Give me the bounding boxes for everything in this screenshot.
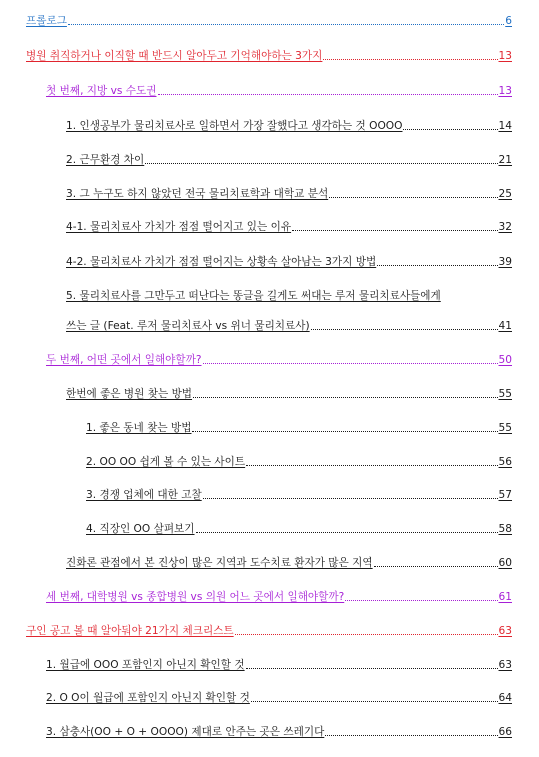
dot-leader [403,129,497,130]
toc-entry-section-1[interactable] [46,84,512,98]
toc-entry-item[interactable] [66,153,512,167]
toc-entry-item[interactable] [66,556,512,570]
toc-entry-item[interactable] [46,658,512,672]
toc-entry-label: 5. 물리치료사를 그만두고 떠난다는 똥글을 길게도 써대는 루저 물리치료사들에게 [66,290,441,302]
toc-entry-subitem[interactable] [86,455,512,469]
toc-entry-label: 3. 그 누구도 하지 않았던 전국 물리치료학과 대학교 분석 [66,188,329,200]
dot-leader [246,668,498,669]
toc-entry-label: 프롤로그 [26,15,67,27]
toc-page-number: 41 [498,320,512,332]
toc-entry-label: 병원 취직하거나 이직할 때 반드시 알아두고 기억해야하는 3가지 [26,50,323,62]
toc-page-number: 55 [498,422,512,434]
toc-page-number: 63 [498,659,512,671]
dot-leader [345,600,497,601]
dot-leader [246,465,497,466]
dot-leader [325,735,497,736]
toc-entry-label: 2. OO OO 쉽게 볼 수 있는 사이트 [86,456,246,468]
toc-page-number: 32 [498,221,512,233]
toc-page-number: 64 [498,692,512,704]
dot-leader [203,363,498,364]
toc-entry-label: 두 번째, 어떤 곳에서 일해야할까? [46,354,202,366]
toc-page-number: 66 [498,726,512,738]
toc-entry-chapter-2[interactable] [26,624,512,638]
toc-entry-item[interactable] [66,187,512,201]
dot-leader [374,566,498,567]
toc-entry-label: 4-1. 물리치료사 가치가 점점 떨어지고 있는 이유 [66,221,292,233]
toc-page-number: 6 [505,15,512,27]
dot-leader [323,59,497,60]
toc-entry-item[interactable] [66,255,512,269]
toc-entry-subitem[interactable] [86,421,512,435]
toc-entry-subitem[interactable] [86,488,512,502]
dot-leader [311,329,498,330]
dot-leader [377,265,497,266]
toc-page-number: 21 [498,154,512,166]
toc-entry-item[interactable] [66,119,512,133]
toc-entry-item[interactable] [46,691,512,705]
dot-leader [203,498,498,499]
toc-entry-label: 1. 인생공부가 물리치료사로 일하면서 가장 잘했다고 생각하는 것 OOOO [66,120,403,132]
toc-page-number: 61 [498,591,512,603]
dot-leader [235,634,498,635]
toc-entry-item-line2[interactable] [66,319,512,333]
toc-page-number: 13 [498,85,512,97]
toc-entry-label: 4-2. 물리치료사 가치가 점점 떨어지는 상황속 살아남는 3가지 방법 [66,256,377,268]
dot-leader [329,197,497,198]
dot-leader [193,397,497,398]
toc-entry-label: 2. O O이 월급에 포함인지 아닌지 확인할 것 [46,692,250,704]
toc-entry-chapter-1[interactable] [26,49,512,63]
toc-entry-label: 1. 월급에 OOO 포함인지 아닌지 확인할 것 [46,659,245,671]
toc-page-number: 14 [498,120,512,132]
toc-entry-label: 진화론 관점에서 본 진상이 많은 지역과 도수치료 환자가 많은 지역 [66,557,373,569]
toc-entry-section-2[interactable] [46,353,512,367]
toc-page-number: 39 [498,256,512,268]
dot-leader [68,24,504,25]
toc-entry-item[interactable] [66,387,512,401]
toc-entry-label: 2. 근무환경 차이 [66,154,145,166]
dot-leader [158,94,498,95]
toc-entry-prologue[interactable] [26,14,512,28]
toc-page-number: 58 [498,523,512,535]
dot-leader [145,163,497,164]
toc-page-number: 60 [498,557,512,569]
dot-leader [251,701,498,702]
toc-entry-item[interactable] [46,725,512,739]
toc-page-number: 56 [498,456,512,468]
dot-leader [292,230,497,231]
toc-page-number: 13 [498,50,512,62]
toc-page-number: 55 [498,388,512,400]
dot-leader [192,431,497,432]
toc-entry-item-line1[interactable] [66,289,512,303]
toc-entry-label: 4. 직장인 OO 살펴보기 [86,523,195,535]
dot-leader [196,532,498,533]
toc-entry-label: 3. 삼충사(OO + O + OOOO) 제대로 안주는 곳은 쓰레기다 [46,726,325,738]
toc-entry-section-3[interactable] [46,590,512,604]
toc-page-number: 50 [498,354,512,366]
toc-page-number: 63 [498,625,512,637]
toc-entry-label: 구인 공고 볼 때 알아둬야 21가지 체크리스트 [26,625,234,637]
toc-entry-subitem[interactable] [86,522,512,536]
toc-entry-label: 1. 좋은 동네 찾는 방법 [86,422,192,434]
toc-entry-label: 3. 경쟁 업체에 대한 고찰 [86,489,202,501]
toc-entry-label: 한번에 좋은 병원 찾는 방법 [66,388,193,400]
toc-page-number: 25 [498,188,512,200]
toc-entry-label: 쓰는 글 (Feat. 루저 물리치료사 vs 위너 물리치료사) [66,320,310,332]
toc-entry-label: 세 번째, 대학병원 vs 종합병원 vs 의원 어느 곳에서 일해야할까? [46,591,345,603]
toc-entry-item[interactable] [66,220,512,234]
toc-entry-label: 첫 번째, 지방 vs 수도권 [46,85,157,97]
toc-page-number: 57 [498,489,512,501]
